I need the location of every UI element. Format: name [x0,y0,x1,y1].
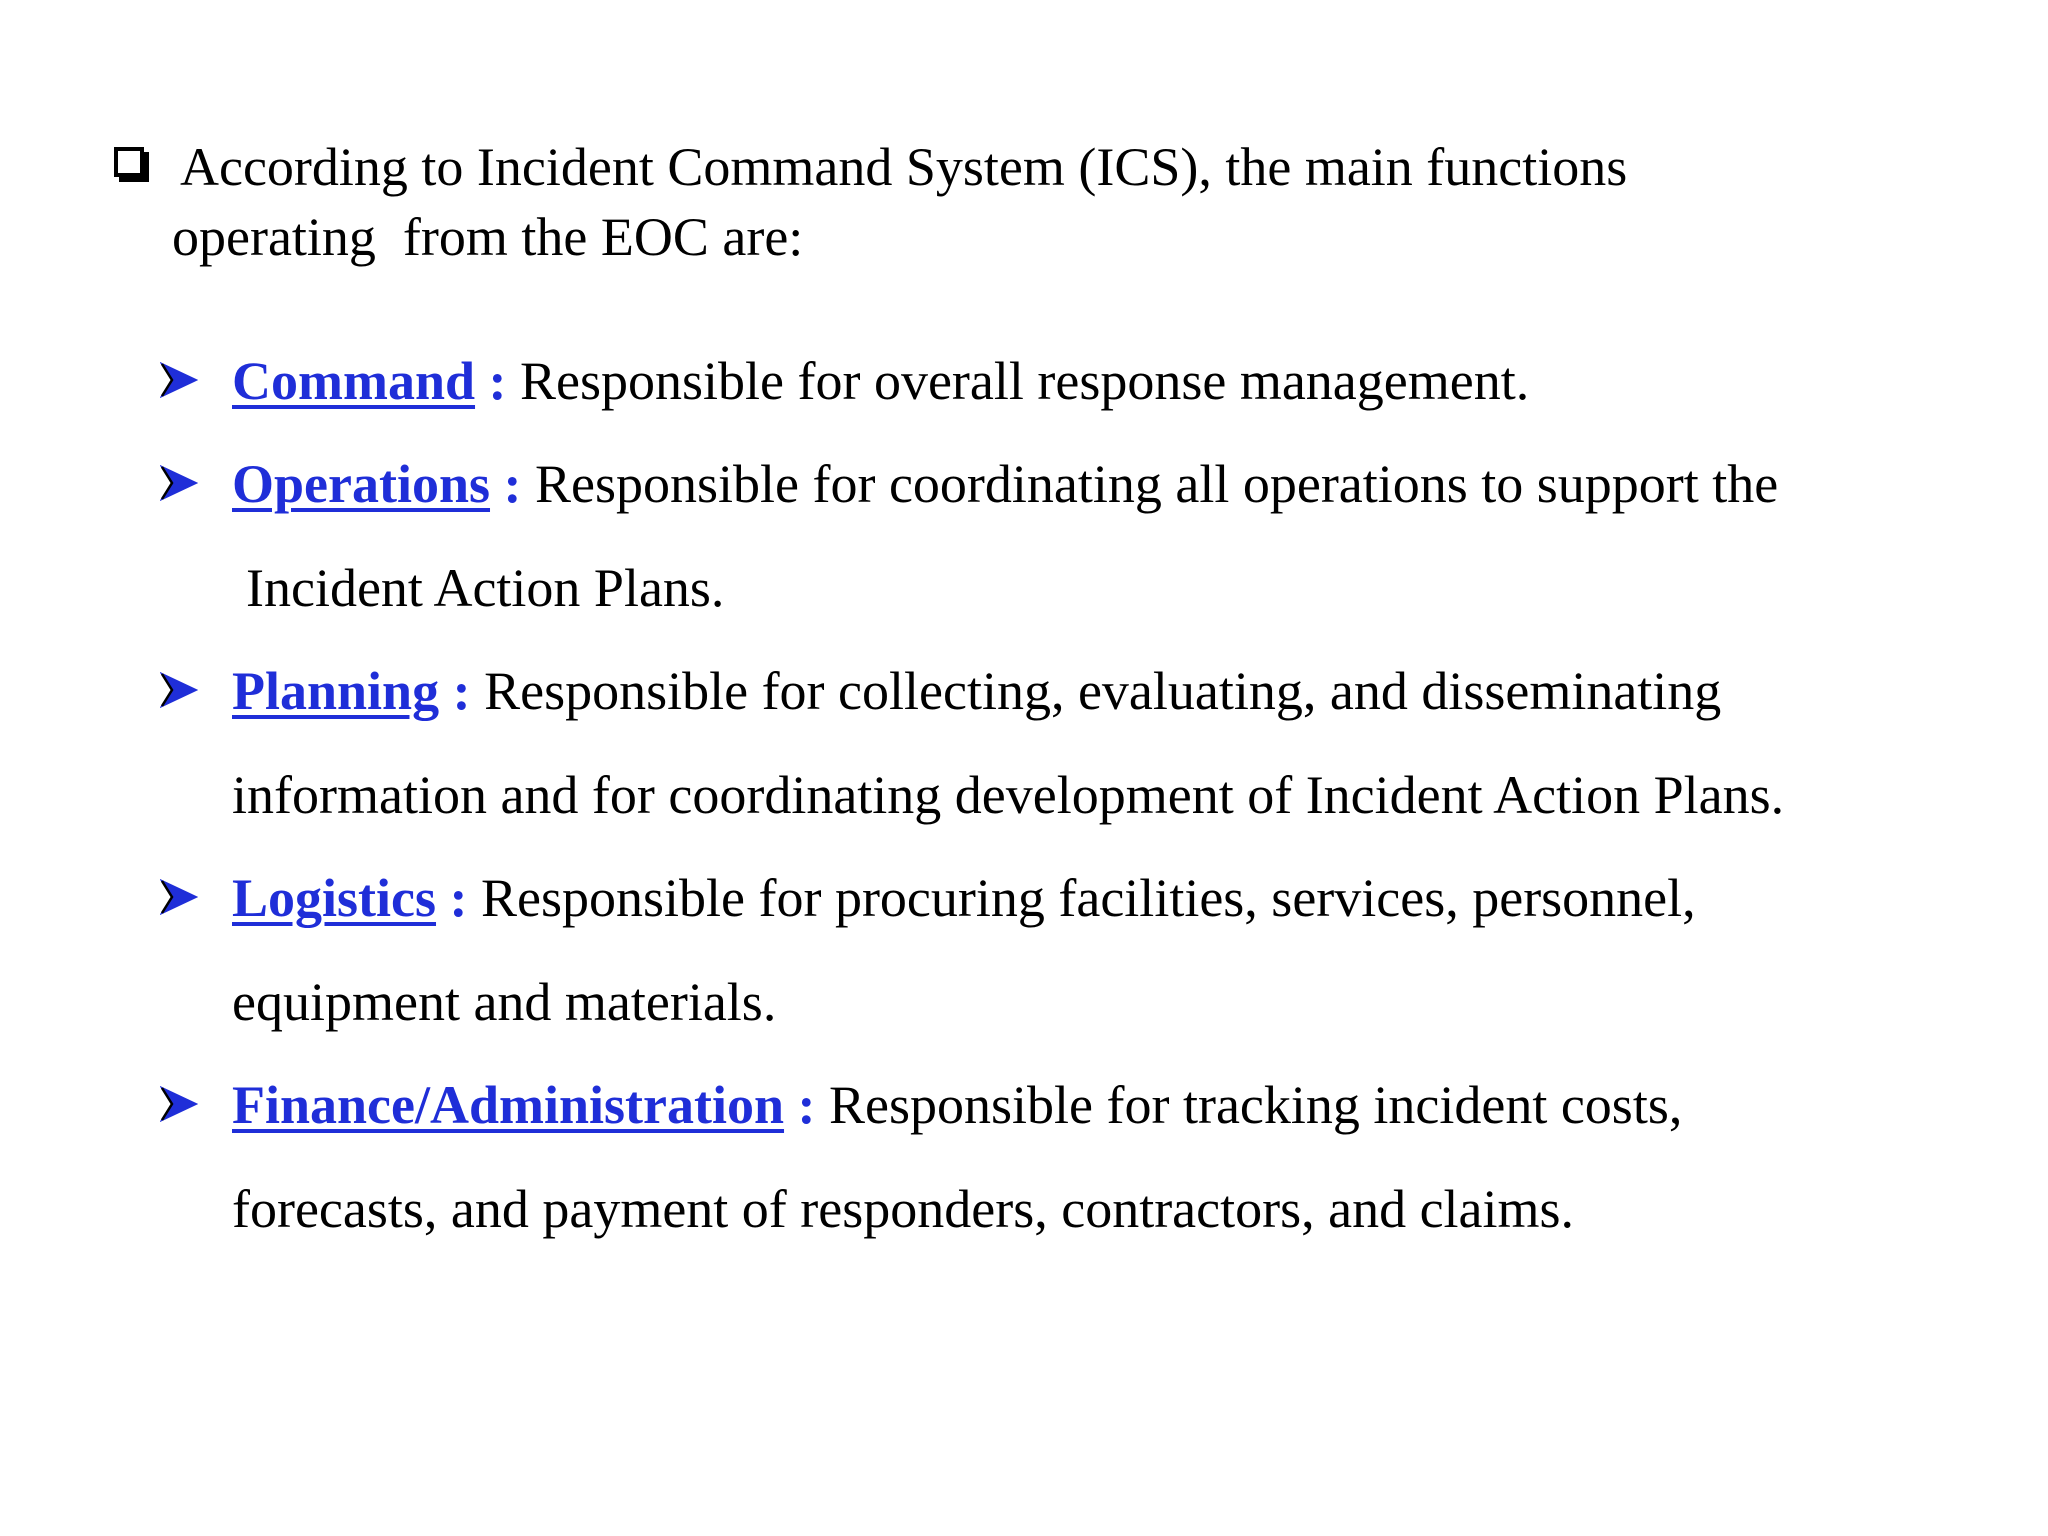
intro-line-1: According to Incident Command System (ICS), the main functions [180,137,1628,197]
arrowhead-icon [160,465,198,501]
term-separator: : [439,661,471,721]
item-description-continued: forecasts, and payment of responders, contractors, and claims. [232,1179,1575,1239]
term-planning: Planning [232,661,440,721]
arrowhead-icon [160,672,198,708]
term-separator: : [784,1075,816,1135]
intro-text [172,132,1628,272]
item-description: Responsible for tracking incident costs, [815,1075,1683,1135]
term-separator: : [475,351,507,411]
arrowhead-icon [160,879,198,915]
item-description: Responsible for overall response management. [506,351,1530,411]
term-logistics: Logistics [232,868,437,928]
term-command: Command [232,351,476,411]
item-description-continued: equipment and materials. [232,972,777,1032]
hollow-square-icon [114,147,144,177]
term-separator: : [436,868,468,928]
term-finance-administration: Finance/Administration [232,1075,785,1135]
term-separator: : [490,454,522,514]
item-description: Responsible for collecting, evaluating, and disseminating [470,661,1722,721]
item-description-continued: information and for coordinating development of Incident Action Plans. [232,765,1785,825]
item-description-continued: Incident Action Plans. [246,558,725,618]
arrowhead-icon [160,362,198,398]
item-description: Responsible for procuring facilities, services, personnel, [467,868,1696,928]
term-operations: Operations [232,454,491,514]
item-description: Responsible for coordinating all operations to support the [521,454,1779,514]
intro-line-2: operating from the EOC are: [172,207,804,267]
arrowhead-icon [160,1086,198,1122]
